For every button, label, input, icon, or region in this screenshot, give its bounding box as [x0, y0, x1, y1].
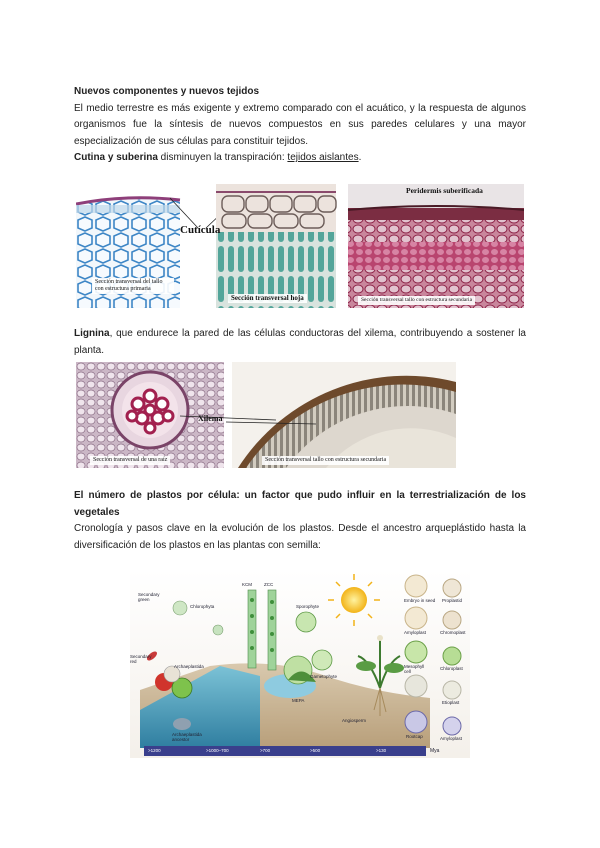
label-embryo-in-seed: Embryo in seed	[404, 598, 436, 603]
section-1	[74, 84, 526, 167]
label-mesophyll-cell: Mesophyll cell	[404, 664, 425, 674]
timeline-unit: Mya	[430, 748, 440, 754]
lignina-text: , que endurece la pared de las células conductoras del xilema, contribuyendo a sostener la planta.	[74, 328, 526, 356]
label-mepa: MEPA	[292, 698, 305, 703]
figure-1	[76, 184, 524, 312]
label-gametophyte: Gametophyte	[310, 674, 338, 679]
label-chlorophyta: Chlorophyta	[190, 604, 215, 609]
section-3-heading: El número de plastos por célula: un factor que pudo influir en la terrestrialización de los vegetales	[74, 490, 526, 518]
label-kcm: KCM	[242, 582, 252, 587]
cutina-line	[74, 150, 526, 167]
label-etioplast: Etioplast	[442, 700, 460, 705]
section-1-paragraph: El medio terrestre es más exigente y extremo comparado con el acuático, y la respuesta de algunos organismos fue la síntesis de nuevos compuestos en sus paredes celulares y una mayor especialización de sus células para constituir tejidos.	[74, 102, 526, 147]
figure-3	[130, 570, 470, 758]
micrograph-stem-secondary	[348, 184, 524, 308]
lignina-bold: Lignina	[74, 328, 110, 339]
label-sporophyte: Sporophyte	[296, 604, 320, 609]
label-amyloplast-root: Amyloplast	[440, 736, 463, 741]
label-chloroplast: Chloroplast	[440, 666, 463, 671]
label-secondary-red: Secondary red	[130, 654, 152, 664]
sun-icon	[341, 587, 367, 613]
caption-stem-primary: Sección transversal del tallo con estructura primaria	[92, 278, 174, 294]
timeline-label-3: >700	[260, 748, 271, 753]
caption-root: Sección transversal de una raíz	[90, 456, 170, 465]
label-amyloplast: Amyloplast	[404, 630, 427, 635]
timeline-label-2: >1000–700	[206, 748, 229, 753]
cuticula-label: Cutícula	[180, 224, 221, 236]
xilema-label: Xilema	[198, 414, 223, 423]
micrograph-woody-stem	[232, 362, 456, 468]
section-1-heading: Nuevos componentes y nuevos tejidos	[74, 86, 260, 97]
timeline-label-5: >130	[376, 748, 387, 753]
section-3-paragraph: Cronología y pasos clave en la evolución de los plastos. Desde el ancestro arqueplástido hasta la diversificación de los plastos en las plantas con semilla:	[74, 523, 526, 551]
label-angiosperm: Angiosperm	[342, 718, 367, 723]
label-secondary-green: Secondary green	[138, 592, 160, 602]
section-3	[74, 488, 526, 554]
label-chromoplast: Chromoplast	[440, 630, 466, 635]
peridermis-label: Peridermis suberificada	[406, 186, 483, 195]
tejidos-aislantes-link[interactable]: tejidos aislantes	[287, 152, 359, 163]
label-archaeplastida: Archaeplastida	[174, 664, 204, 669]
figure-2	[76, 362, 456, 468]
cutina-text: disminuyen la transpiración:	[157, 152, 288, 163]
caption-leaf: Sección transversal hoja	[228, 294, 307, 303]
label-archaeplastida-ancestor: Archaeplastida ancestor	[172, 732, 202, 742]
label-zcc: ZCC	[264, 582, 274, 587]
cutina-end: .	[358, 152, 362, 163]
timeline-label-1: >1200	[148, 748, 161, 753]
caption-stem-secondary: Sección transversal tallo con estructura secundaria	[358, 296, 475, 305]
micrograph-leaf	[216, 184, 336, 308]
timeline-label-4: >500	[310, 748, 321, 753]
cutina-bold: Cutina y suberina	[74, 152, 158, 163]
section-2	[74, 326, 526, 359]
caption-woody-stem: Sección transversal tallo con estructura secundaria	[262, 456, 389, 465]
figure-2-svg	[76, 362, 456, 468]
label-rootcap: Rootcap	[406, 734, 423, 739]
label-proplastid: Proplastid	[442, 598, 463, 603]
